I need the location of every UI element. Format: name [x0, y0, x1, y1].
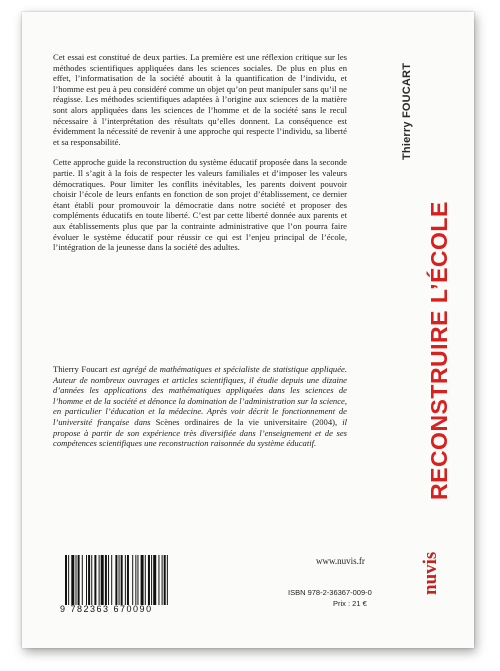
publisher-logo: nuvis — [420, 551, 441, 595]
description-paragraph-1: Cet essai est constitué de deux parties. La première est une réflexion critique sur les méthodes scientifiques appliquées dans les sciences sociales. De plus en plus en effet, l’informatisation de la société aboutit à la quantification de l’individu, et l’homme est peu à peu considéré comme un objet qu’on peut manipuler sans qu’il ne réagisse. Les méthodes scientifiques adaptées à l’origine aux sciences de la matière sont alors appliquées dans les sciences de l’homme et de la société sans le recul nécessaire à l’interprétation des résultats qu’elles donnent. La conséquence est évidemment la nécessité de revenir à une approche qui respecte l’individu, sa liberté et sa responsabilité. — [53, 52, 347, 147]
publisher-website: www.nuvis.fr — [316, 556, 365, 566]
author-bio-name: Thierry Foucart — [53, 364, 108, 374]
author-bio-text-1: est agrégé de mathématiques et spécialiste de statistique appliquée. Auteur de nombreux ouvrages et articles scientifiques, il étudie depuis une dizaine d’années les applications des mathématiques appliquées dans les sciences de l’homme et de la société et dénonce la domination de l’administration sur la science, en particulier l’éducation et la médecine. Après voir décrit le fonctionnement de l’université française dans — [53, 364, 347, 427]
spine-author-name: Thierry FOUCART — [401, 62, 413, 160]
barcode-number: 9 782363 670090 — [60, 604, 153, 614]
barcode-icon — [63, 555, 213, 605]
description-paragraph-2: Cette approche guide la reconstruction du système éducatif proposée dans la seconde partie. Il s’agit à la fois de respecter les valeurs familiales et d’imposer les valeurs démocratiques. Pour limiter les conflits inévitables, les parents doivent pouvoir choisir l’école de leurs enfants en fonction de son projet d’établissement, ce dernier étant établi pour promouvoir la démocratie dans notre société et proposer des compléments éducatifs en toute liberté. C’est par cette liberté donnée aux parents et aux établissements plus que par la contrainte administrative que l’on pourra faire évoluer le système éducatif pour réussir ce qui est l’enjeu principal de l’école, l’intégration de la jeunesse dans la société des adultes. — [53, 157, 347, 253]
author-bio-book-year: (2004), — [307, 416, 343, 427]
price-label: Prix : 21 € — [333, 599, 367, 608]
author-bio-book-title: Scènes ordinaires de la vie universitaire — [155, 416, 307, 427]
description-text — [53, 52, 347, 263]
author-bio-text-2: il propose à partir de son expérience très diversifiée dans l’enseignement et de ses compétences scientifiques une reconstruction raisonnée du système éducatif. — [53, 416, 348, 449]
author-bio — [53, 364, 347, 449]
spine-book-title: RECONSTRUIRE L’ÉCOLE — [426, 201, 452, 500]
isbn-number: ISBN 978-2-36367-009-0 — [288, 588, 372, 597]
author-bio-paragraph — [53, 364, 347, 449]
